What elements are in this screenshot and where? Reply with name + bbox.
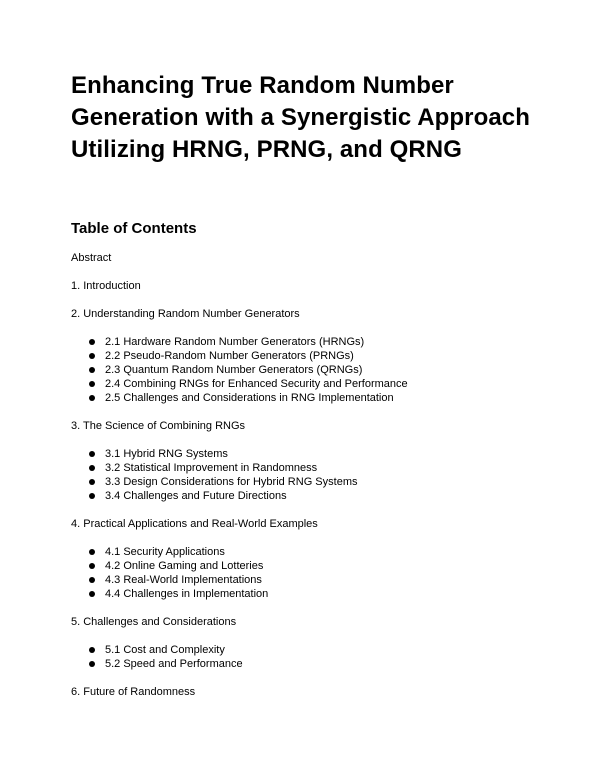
toc-subitem-label: 2.1 Hardware Random Number Generators (HRNGs) (105, 336, 365, 348)
bullet-icon (89, 465, 95, 471)
toc-subitem (71, 545, 571, 559)
toc-subitem-label: 3.1 Hybrid RNG Systems (105, 448, 228, 460)
bullet-icon (89, 549, 95, 555)
toc-subitem-label: 3.4 Challenges and Future Directions (105, 490, 287, 502)
toc-subitem-label: 4.4 Challenges in Implementation (105, 588, 269, 600)
toc-sublist-5 (71, 643, 571, 671)
toc-subitem (71, 335, 571, 349)
toc-section-4: 4. Practical Applications and Real-World Examples (71, 518, 318, 530)
bullet-icon (89, 381, 95, 387)
bullet-icon (89, 451, 95, 457)
bullet-icon (89, 647, 95, 653)
toc-subitem-label: 3.3 Design Considerations for Hybrid RNG Systems (105, 476, 358, 488)
toc-heading: Table of Contents (71, 220, 197, 237)
bullet-icon (89, 479, 95, 485)
toc-sublist-4 (71, 545, 571, 601)
bullet-icon (89, 563, 95, 569)
toc-subitem-label: 2.4 Combining RNGs for Enhanced Security and Performance (105, 378, 408, 390)
toc-subitem (71, 391, 571, 405)
toc-subitem (71, 657, 571, 671)
toc-entry-introduction: 1. Introduction (71, 280, 141, 292)
toc-subitem (71, 475, 571, 489)
toc-subitem-label: 5.2 Speed and Performance (105, 658, 243, 670)
bullet-icon (89, 661, 95, 667)
toc-subitem (71, 489, 571, 503)
toc-subitem (71, 349, 571, 363)
table-of-contents (71, 251, 571, 713)
toc-section-2: 2. Understanding Random Number Generators (71, 308, 300, 320)
toc-subitem (71, 363, 571, 377)
bullet-icon (89, 339, 95, 345)
toc-subitem-label: 2.3 Quantum Random Number Generators (QRNGs) (105, 364, 363, 376)
toc-section-5: 5. Challenges and Considerations (71, 616, 237, 628)
bullet-icon (89, 353, 95, 359)
toc-entry-abstract: Abstract (71, 252, 112, 264)
toc-subitem (71, 573, 571, 587)
bullet-icon (89, 493, 95, 499)
toc-subitem-label: 2.5 Challenges and Considerations in RNG Implementation (105, 392, 394, 404)
toc-subitem (71, 377, 571, 391)
bullet-icon (89, 395, 95, 401)
toc-subitem (71, 461, 571, 475)
toc-subitem-label: 4.1 Security Applications (105, 546, 225, 558)
toc-subitem-label: 4.2 Online Gaming and Lotteries (105, 560, 264, 572)
toc-section-6: 6. Future of Randomness (71, 686, 196, 698)
toc-subitem (71, 447, 571, 461)
toc-subitem-label: 3.2 Statistical Improvement in Randomness (105, 462, 318, 474)
bullet-icon (89, 577, 95, 583)
toc-subitem (71, 559, 571, 573)
toc-sublist-3 (71, 447, 571, 503)
bullet-icon (89, 591, 95, 597)
toc-subitem-label: 4.3 Real-World Implementations (105, 574, 262, 586)
toc-subitem-label: 2.2 Pseudo-Random Number Generators (PRNGs) (105, 350, 354, 362)
bullet-icon (89, 367, 95, 373)
toc-section-3: 3. The Science of Combining RNGs (71, 420, 246, 432)
toc-sublist-2 (71, 335, 571, 405)
toc-subitem (71, 587, 571, 601)
document-title: Enhancing True Random Number Generation with a Synergistic Approach Utilizing HRNG, PRNG, and QRNG (71, 72, 531, 163)
toc-subitem (71, 643, 571, 657)
toc-subitem-label: 5.1 Cost and Complexity (105, 644, 225, 656)
